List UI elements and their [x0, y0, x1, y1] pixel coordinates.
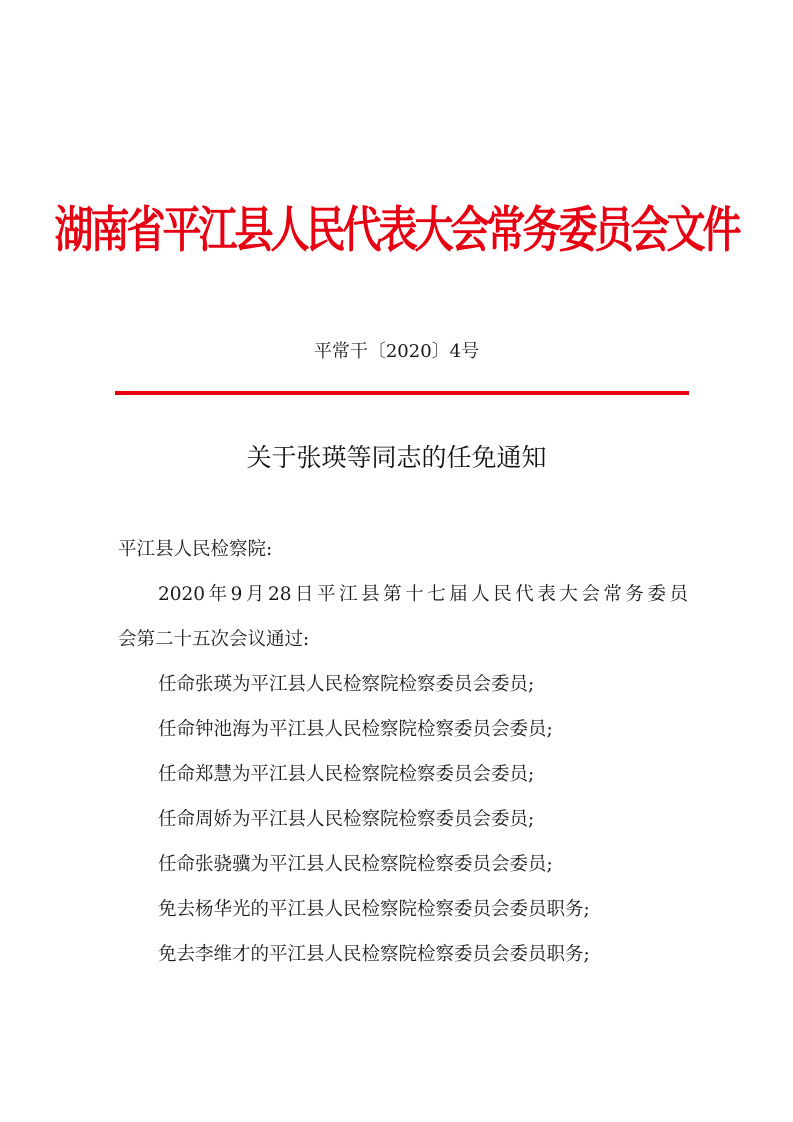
list-item: 任命郑慧为平江县人民检察院检察委员会委员; — [158, 764, 535, 785]
list-item: 免去李维才的平江县人民检察院检察委员会委员职务; — [158, 944, 590, 965]
header-red-rule — [115, 391, 689, 395]
list-item: 免去杨华光的平江县人民检察院检察委员会委员职务; — [158, 899, 590, 920]
notice-title: 关于张瑛等同志的任免通知 — [246, 443, 547, 472]
salutation: 平江县人民检察院: — [118, 539, 273, 560]
document-number: 平常干〔2020〕4号 — [313, 341, 480, 362]
list-item: 任命周娇为平江县人民检察院检察委员会委员; — [158, 809, 535, 830]
list-item: 任命钟池海为平江县人民检察院检察委员会委员; — [158, 719, 553, 740]
intro-line-1: 2020年9月28日平江县第十七届人民代表大会常务委员 — [158, 584, 688, 605]
list-item: 任命张骁骥为平江县人民检察院检察委员会委员; — [158, 854, 553, 875]
notice-body — [118, 532, 688, 982]
document-header-title: 湖南省平江县人民代表大会常务委员会文件 — [54, 201, 739, 259]
intro-line-2: 会第二十五次会议通过: — [118, 629, 310, 650]
list-item: 任命张瑛为平江县人民检察院检察委员会委员; — [158, 674, 535, 695]
